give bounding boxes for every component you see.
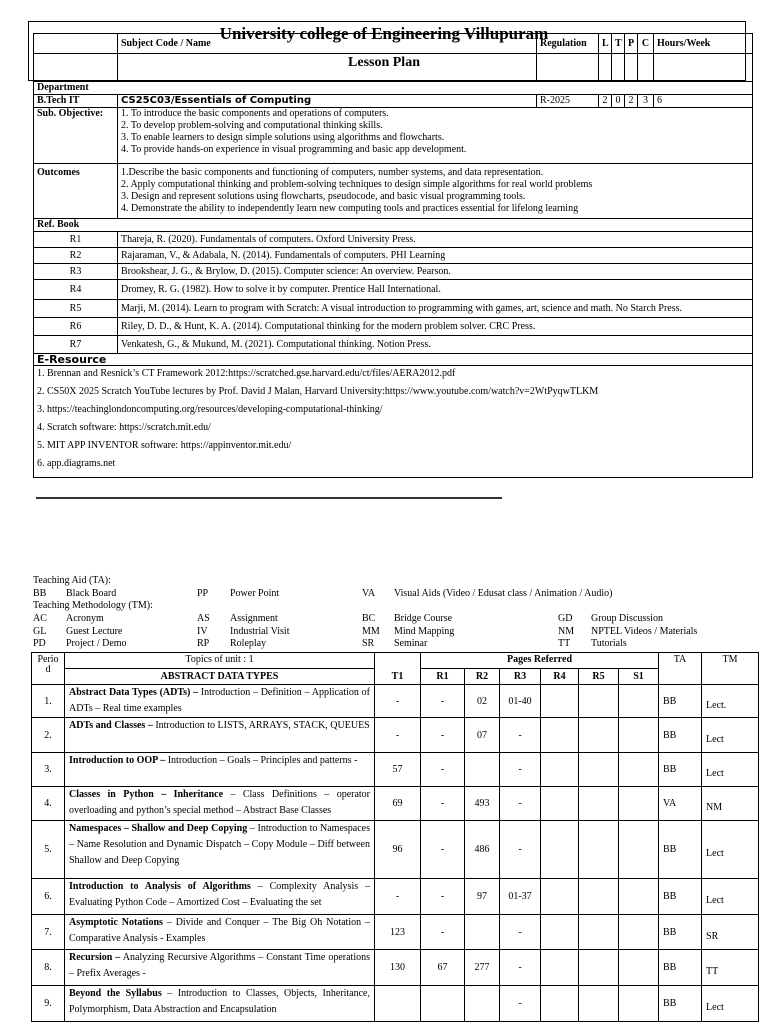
page-ref-r4	[541, 753, 579, 787]
topic-detail: – Divide and Conquer – The Big Oh Notation – Comparative Analysis - Examples	[69, 917, 371, 944]
page-ref-r3: -	[500, 950, 541, 986]
page-ref-r4	[541, 879, 579, 915]
pages-referred-label: Pages Referred	[421, 653, 659, 669]
ref-text: Marji, M. (2014). Learn to program with Scratch: A visual introduction to programming with games, art, science and math. No Starch Press.	[118, 300, 753, 318]
tm-text: Acronym	[66, 613, 104, 624]
topic-cell	[65, 986, 375, 1022]
page-ref-r2: 486	[465, 821, 500, 879]
tm-code: SR	[362, 638, 375, 649]
topic-detail: Introduction – Goals – Principles and patterns -	[165, 755, 358, 766]
page-ref-r2	[465, 753, 500, 787]
ref-code: R3	[34, 264, 118, 280]
page-ref-r1	[421, 986, 465, 1022]
objective-item: 3. To enable learners to design simple solutions using algorithms and flowcharts.	[121, 132, 445, 143]
page-ref-r5	[579, 718, 619, 753]
page-ref-t1: 130	[375, 950, 421, 986]
page-ref-s1	[619, 986, 659, 1022]
tm-text: Industrial Visit	[230, 626, 290, 637]
period-number: 5.	[32, 821, 65, 879]
period-number: 3.	[32, 753, 65, 787]
topic-cell	[65, 950, 375, 986]
page-ref-r5	[579, 879, 619, 915]
page-ref-r2: 493	[465, 787, 500, 821]
page-ref-r1: -	[421, 685, 465, 718]
topic-detail: – Class Definitions – operator overloading and python’s special method – Abstract Base Classes	[69, 789, 371, 816]
eresource-item: 2. CS50X 2025 Scratch YouTube lectures by Prof. David J Malan, Harvard University:https://www.youtube.com/watch?v=2WtPyqwTLKM	[37, 386, 599, 397]
outcomes-label: Outcomes	[34, 164, 118, 219]
ta-heading: Teaching Aid (TA):	[33, 575, 111, 586]
page-ref-t1: -	[375, 685, 421, 718]
page-ref-s1	[619, 879, 659, 915]
ta-text: Black Board	[66, 588, 117, 599]
unit-row	[32, 915, 759, 950]
page-ref-r3: 01-37	[500, 879, 541, 915]
tm-text: Guest Lecture	[66, 626, 123, 637]
topic-detail: Analyzing Recursive Algorithms – Constant Time operations – Prefix Averages -	[69, 952, 370, 979]
page-ref-r3: -	[500, 787, 541, 821]
period-number: 6.	[32, 879, 65, 915]
topic-cell	[65, 915, 375, 950]
page-ref-s1	[619, 821, 659, 879]
regulation-label: Regulation	[537, 34, 599, 54]
topic-heading: Introduction to OOP –	[69, 755, 166, 766]
tm-value: Lect	[702, 753, 759, 787]
ta-code: PP	[197, 588, 209, 599]
page-ref-r4	[541, 821, 579, 879]
topic-heading: ADTs and Classes –	[69, 720, 153, 731]
unit-row	[32, 753, 759, 787]
ta-value: BB	[659, 879, 702, 915]
tm-text: Bridge Course	[394, 613, 453, 624]
topic-cell	[65, 821, 375, 879]
topic-detail: Introduction – Definition – Application of ADTs – Real time examples	[69, 687, 370, 714]
page-ref-t1: 57	[375, 753, 421, 787]
unit-row	[32, 950, 759, 986]
period-label: Perio d	[32, 653, 65, 685]
objective-item: 1. To introduce the basic components and operations of computers.	[121, 108, 389, 119]
page-ref-r5	[579, 821, 619, 879]
unit-plan-table	[31, 652, 759, 1022]
col-r2: R2	[465, 669, 500, 685]
page-ref-r2: 07	[465, 718, 500, 753]
tm-text: Project / Demo	[66, 638, 127, 649]
topic-cell	[65, 718, 375, 753]
ref-text: Riley, D. D., & Hunt, K. A. (2014). Computational thinking for the modern problem solver. CRC Press.	[118, 318, 753, 336]
page-ref-r3: -	[500, 718, 541, 753]
p-label: P	[625, 34, 638, 54]
tm-code: MM	[362, 626, 380, 637]
period-number: 2.	[32, 718, 65, 753]
tm-code: TT	[558, 638, 571, 649]
tm-text: NPTEL Videos / Materials	[591, 626, 698, 637]
page-ref-t1: 96	[375, 821, 421, 879]
page-ref-r1: -	[421, 879, 465, 915]
ref-code: R4	[34, 280, 118, 300]
period-number: 8.	[32, 950, 65, 986]
ta-value: BB	[659, 685, 702, 718]
page-ref-s1	[619, 685, 659, 718]
regulation-value: R-2025	[537, 95, 599, 108]
tm-code: GD	[558, 613, 573, 624]
ta-value: BB	[659, 718, 702, 753]
tm-code: AS	[197, 613, 210, 624]
topic-detail: – Complexity Analysis – Evaluating Python Code – Amortized Cost – Evaluating the set	[69, 881, 370, 908]
page-ref-r5	[579, 950, 619, 986]
eresource-item: 6. app.diagrams.net	[37, 458, 116, 469]
col-r4: R4	[541, 669, 579, 685]
page-ref-s1	[619, 787, 659, 821]
page-ref-r5	[579, 986, 619, 1022]
unit-row	[32, 787, 759, 821]
ref-text: Dromey, R. G. (1982). How to solve it by computer. Prentice Hall International.	[118, 280, 753, 300]
eresource-list	[34, 366, 753, 478]
tm-value: Lect	[702, 821, 759, 879]
page-ref-r1: -	[421, 821, 465, 879]
page-ref-s1	[619, 753, 659, 787]
tm-value: Lect	[702, 718, 759, 753]
page-ref-r1: -	[421, 915, 465, 950]
ref-code: R5	[34, 300, 118, 318]
ref-text: Thareja, R. (2020). Fundamentals of computers. Oxford University Press.	[118, 232, 753, 248]
topic-detail: Introduction to LISTS, ARRAYS, STACK, QUEUES	[152, 720, 370, 731]
tm-text: Tutorials	[591, 638, 627, 649]
topic-cell	[65, 753, 375, 787]
ref-text: Venkatesh, G., & Mukund, M. (2021). Computational thinking. Notion Press.	[118, 336, 753, 354]
doc-title: Lesson Plan	[348, 55, 420, 70]
page-ref-r3: -	[500, 915, 541, 950]
hours-value: 6	[654, 95, 753, 108]
tm-value: Lect.	[702, 685, 759, 718]
tm-code: BC	[362, 613, 376, 624]
page-ref-r2: 02	[465, 685, 500, 718]
outcome-item: 1.Describe the basic components and functioning of computers, number systems, and data representation.	[121, 167, 544, 178]
page-ref-r4	[541, 950, 579, 986]
topic-heading: Abstract Data Types (ADTs) –	[69, 687, 199, 698]
c-value: 3	[638, 95, 654, 108]
unit-row	[32, 685, 759, 718]
course-info-table	[33, 33, 753, 478]
page-ref-t1	[375, 986, 421, 1022]
page-ref-r4	[541, 787, 579, 821]
ref-code: R2	[34, 248, 118, 264]
ta-text: Visual Aids (Video / Edusat class / Animation / Audio)	[394, 588, 613, 599]
page-ref-t1: 69	[375, 787, 421, 821]
ta-value: BB	[659, 821, 702, 879]
page-ref-s1	[619, 718, 659, 753]
topic-heading: Classes in Python – Inheritance	[69, 789, 224, 800]
tm-value: Lect	[702, 986, 759, 1022]
page-ref-r2: 277	[465, 950, 500, 986]
topic-detail: – Introduction to Classes, Objects, Inheritance, Polymorphism, Data Abstraction and Encapsulation	[69, 988, 370, 1015]
col-r1: R1	[421, 669, 465, 685]
tm-text: Roleplay	[230, 638, 267, 649]
topic-heading: Introduction to Analysis of Algorithms	[69, 881, 251, 892]
hours-label: Hours/Week	[654, 34, 753, 54]
page-ref-t1: -	[375, 718, 421, 753]
tm-value: SR	[702, 915, 759, 950]
tm-code: GL	[33, 626, 47, 637]
page-ref-t1: -	[375, 879, 421, 915]
period-number: 7.	[32, 915, 65, 950]
period-number: 4.	[32, 787, 65, 821]
topic-heading: Asymptotic Notations	[69, 917, 163, 928]
topic-heading: Recursion –	[69, 952, 121, 963]
ta-col-label: TA	[659, 653, 702, 669]
ta-value: BB	[659, 950, 702, 986]
ta-text: Power Point	[230, 588, 280, 599]
ta-code: BB	[33, 588, 47, 599]
tm-code: PD	[33, 638, 46, 649]
objective-label: Sub. Objective:	[34, 108, 118, 164]
page-ref-r4	[541, 718, 579, 753]
blank-cell	[375, 653, 421, 669]
ref-text: Brookshear, J. G., & Brylow, D. (2015). Computer science: An overview. Pearson.	[118, 264, 753, 280]
ta-value: BB	[659, 986, 702, 1022]
subject-code-label: Subject Code / Name	[118, 34, 537, 54]
page-ref-r5	[579, 915, 619, 950]
eresource-label: E-Resource	[34, 354, 753, 366]
tm-col-label: TM	[702, 653, 759, 669]
institution-title: University college of Engineering Villupuram	[219, 24, 549, 43]
ta-value: BB	[659, 753, 702, 787]
col-r5: R5	[579, 669, 619, 685]
l-value: 2	[599, 95, 612, 108]
ref-code: R6	[34, 318, 118, 336]
objective-item: 4. To provide hands-on experience in visual programming and basic app development.	[121, 144, 467, 155]
topic-cell	[65, 879, 375, 915]
page-ref-r5	[579, 753, 619, 787]
col-t1: T1	[375, 669, 421, 685]
tm-value: NM	[702, 787, 759, 821]
department-value: B.Tech IT	[34, 95, 118, 108]
eresource-item: 4. Scratch software: https://scratch.mit.edu/	[37, 422, 211, 433]
page-ref-r1: -	[421, 753, 465, 787]
unit-row	[32, 879, 759, 915]
unit-row	[32, 718, 759, 753]
col-r3: R3	[500, 669, 541, 685]
outcome-list	[118, 164, 753, 219]
tm-text: Group Discussion	[591, 613, 663, 624]
eresource-item: 1. Brennan and Resnick’s CT Framework 2012:https://scratched.gse.harvard.edu/ct/files/AERA2012.pdf	[37, 368, 456, 379]
topic-cell	[65, 685, 375, 718]
ta-value: BB	[659, 915, 702, 950]
col-s1: S1	[619, 669, 659, 685]
p-value: 2	[625, 95, 638, 108]
c-label: C	[638, 34, 654, 54]
tm-value: Lect	[702, 879, 759, 915]
tm-value: TT	[702, 950, 759, 986]
topic-heading: Beyond the Syllabus	[69, 988, 162, 999]
ref-text: Rajaraman, V., & Adabala, N. (2014). Fundamentals of computers. PHI Learning	[118, 248, 753, 264]
tm-code: NM	[558, 626, 575, 637]
tm-text: Seminar	[394, 638, 428, 649]
page-ref-r1: -	[421, 718, 465, 753]
page-ref-s1	[619, 915, 659, 950]
page-ref-r3: -	[500, 753, 541, 787]
page-ref-r4	[541, 986, 579, 1022]
tm-text: Assignment	[230, 613, 278, 624]
page-ref-r2	[465, 915, 500, 950]
page-ref-r1: -	[421, 787, 465, 821]
objective-item: 2. To develop problem-solving and computational thinking skills.	[121, 120, 383, 131]
objective-list	[118, 108, 753, 164]
eresource-item: 3. https://teachinglondoncomputing.org/resources/developing-computational-thinking/	[37, 404, 383, 415]
topic-heading: Namespaces – Shallow and Deep Copying	[69, 823, 248, 834]
topics-label: Topics of unit : 1	[65, 653, 375, 669]
t-label: T	[612, 34, 625, 54]
page-ref-r4	[541, 915, 579, 950]
unit-row	[32, 986, 759, 1022]
period-number: 9.	[32, 986, 65, 1022]
page-ref-r3: -	[500, 986, 541, 1022]
unit-title: ABSTRACT DATA TYPES	[65, 669, 375, 685]
section-divider	[36, 497, 502, 499]
department-label: Department	[34, 82, 753, 95]
unit-row	[32, 821, 759, 879]
l-label: L	[599, 34, 612, 54]
topic-cell	[65, 787, 375, 821]
page-ref-r2: 97	[465, 879, 500, 915]
page-ref-r5	[579, 685, 619, 718]
outcome-item: 3. Design and represent solutions using flowcharts, pseudocode, and basic visual programming tools.	[121, 191, 526, 202]
eresource-item: 5. MIT APP INVENTOR software: https://appinventor.mit.edu/	[37, 440, 292, 451]
period-number: 1.	[32, 685, 65, 718]
tm-code: RP	[197, 638, 210, 649]
page-ref-r3: 01-40	[500, 685, 541, 718]
blank-cell	[659, 669, 702, 685]
ref-code: R7	[34, 336, 118, 354]
t-value: 0	[612, 95, 625, 108]
blank-cell	[702, 669, 759, 685]
subject-value: CS25C03/Essentials of Computing	[118, 95, 537, 108]
ref-book-label: Ref. Book	[34, 219, 753, 232]
page-ref-r2	[465, 986, 500, 1022]
ta-code: VA	[362, 588, 376, 599]
ref-code: R1	[34, 232, 118, 248]
page-ref-s1	[619, 950, 659, 986]
page-ref-r4	[541, 685, 579, 718]
page-ref-r5	[579, 787, 619, 821]
page-ref-r1: 67	[421, 950, 465, 986]
tm-code: IV	[197, 626, 208, 637]
tm-heading: Teaching Methodology (TM):	[33, 600, 153, 611]
tm-code: AC	[33, 613, 47, 624]
outcome-item: 4. Demonstrate the ability to independently learn new computing tools and practices essential for lifelong learning	[121, 203, 579, 214]
page-ref-t1: 123	[375, 915, 421, 950]
ta-value: VA	[659, 787, 702, 821]
page-ref-r3: -	[500, 821, 541, 879]
outcome-item: 2. Apply computational thinking and problem-solving techniques to design simple algorithms for real world problems	[121, 179, 593, 190]
tm-text: Mind Mapping	[394, 626, 455, 637]
topic-detail: – Introduction to Namespaces – Name Resolution and Dynamic Dispatch – Copy Module – Diff between Shallow and Deep Copying	[69, 823, 370, 866]
